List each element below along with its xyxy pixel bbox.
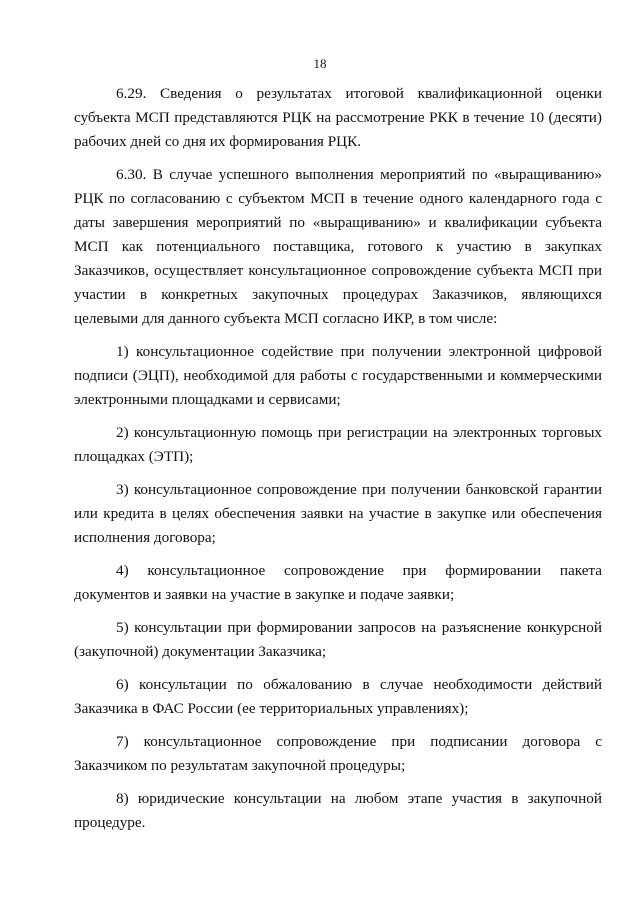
- paragraph-6-30: 6.30. В случае успешного выполнения мероприятий по «выращиванию» РЦК по согласованию с субъектом МСП в течение одного календарного года с даты завершения мероприятий по «выращиванию» и квалификации субъекта МСП как потенциального поставщика, готового к участию в закупках Заказчиков, осуществляет консультационное сопровождение субъекта МСП при участии в конкретных закупочных процедурах Заказчиков, являющихся целевыми для данного субъекта МСП согласно ИКР, в том числе:: [74, 166, 602, 327]
- list-item-1: 1) консультационное содействие при получении электронной цифровой подписи (ЭЦП), необходимой для работы с государственными и коммерческими электронными площадками и сервисами;: [74, 343, 602, 408]
- list-item-6: 6) консультации по обжалованию в случае необходимости действий Заказчика в ФАС России (ее территориальных управлениях);: [74, 676, 602, 717]
- paragraph-6-29: 6.29. Сведения о результатах итоговой квалификационной оценки субъекта МСП представляются РЦК на рассмотрение РКК в течение 10 (десяти) рабочих дней со дня их формирования РЦК.: [74, 85, 602, 150]
- list-item-8: 8) юридические консультации на любом этапе участия в закупочной процедуре.: [74, 790, 602, 831]
- list-item-7: 7) консультационное сопровождение при подписании договора с Заказчиком по результатам закупочной процедуры;: [74, 733, 602, 774]
- list-item-2: 2) консультационную помощь при регистрации на электронных торговых площадках (ЭТП);: [74, 424, 602, 465]
- list-item-4: 4) консультационное сопровождение при формировании пакета документов и заявки на участие в закупке и подаче заявки;: [74, 562, 602, 603]
- document-body: [74, 82, 602, 835]
- list-item-3: 3) консультационное сопровождение при получении банковской гарантии или кредита в целях обеспечения заявки на участие в закупке или обеспечения исполнения договора;: [74, 481, 602, 546]
- page-number: 18: [313, 56, 327, 71]
- list-item-5: 5) консультации при формировании запросов на разъяснение конкурсной (закупочной) документации Заказчика;: [74, 619, 602, 660]
